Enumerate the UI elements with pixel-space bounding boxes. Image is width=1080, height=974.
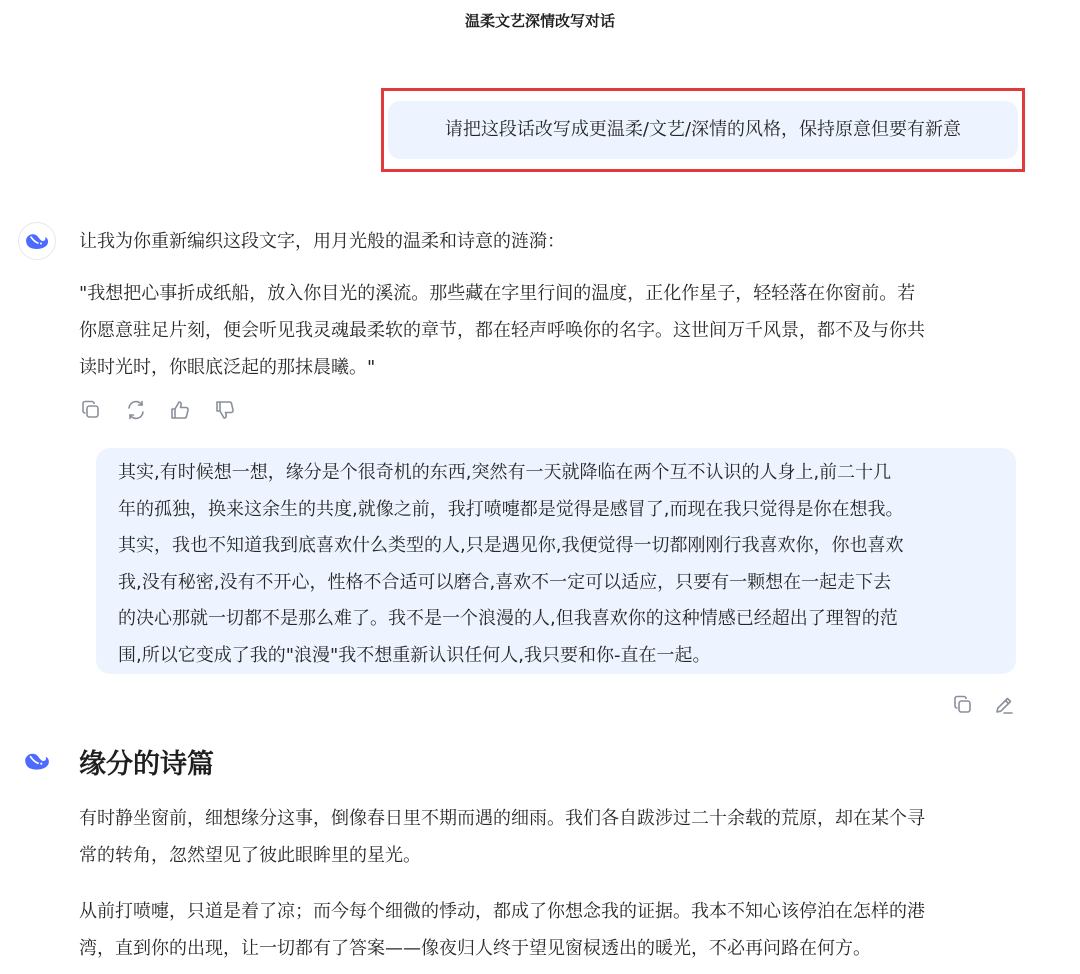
user-message-line: 我,没有秘密,没有不开心，性格不合适可以磨合,喜欢不一定可以适应，只要有一颗想在一起走下去: [118, 571, 892, 593]
paragraph-line: 常的转角，忽然望见了彼此眼眸里的星光。: [79, 845, 421, 866]
thumbs-up-icon[interactable]: [168, 398, 192, 422]
highlight-frame: [381, 88, 1025, 172]
user-prompt-text: 请把这段话改写成更温柔/文艺/深情的风格，保持原意但要有新意: [444, 119, 962, 140]
whale-logo-icon: [23, 750, 51, 772]
reply-paragraph: [79, 800, 925, 874]
user-message-line: 围,所以它变成了我的"浪漫"我不想重新认识任何人,我只要和你-直在一起。: [118, 644, 711, 666]
paragraph-line: 有时静坐窗前，细想缘分这事，倒像春日里不期而遇的细雨。我们各自跋涉过二十余载的荒原，却在某个寻: [79, 808, 925, 829]
user-message-line: 其实,有时候想一想，缘分是个很奇机的东西,突然有一天就降临在两个互不认识的人身上,前二十几: [118, 462, 892, 483]
paragraph-line: 湾，直到你的出现，让一切都有了答案——像夜归人终于望见窗棂透出的暖光，不必再问路在何方。: [79, 938, 871, 959]
assistant-avatar: [18, 222, 56, 260]
quote-line: 你愿意驻足片刻，便会听见我灵魂最柔软的章节，都在轻声呼唤你的名字。这世间万千风景，都不及与你共: [79, 320, 925, 341]
assistant-avatar: [18, 742, 56, 780]
user-message-line: 年的孤独，换来这余生的共度,就像之前，我打喷嚏都是觉得是感冒了,而现在我只觉得是你在想我。: [118, 498, 904, 520]
edit-icon[interactable]: [992, 693, 1016, 717]
page-title: 温柔文艺深情改写对话: [464, 12, 615, 30]
quote-line: "我想把心事折成纸船，放入你目光的溪流。那些藏在字里行间的温度，正化作星子，轻轻落在你窗前。若: [79, 283, 916, 304]
user-message-line: 其实，我也不知道我到底喜欢什么类型的人,只是遇见你,我便觉得一切都刚刚行我喜欢你，你也喜欢: [118, 535, 904, 556]
paragraph-line: 从前打喷嚏，只道是着了凉；而今每个细微的悸动，都成了你想念我的证据。我本不知心该停泊在怎样的港: [79, 901, 925, 922]
reply-paragraph: [79, 893, 925, 967]
refresh-icon[interactable]: [124, 398, 148, 422]
assistant-intro: 让我为你重新编织这段文字，用月光般的温柔和诗意的涟漪：: [79, 231, 565, 252]
copy-icon[interactable]: [79, 398, 103, 422]
copy-icon[interactable]: [951, 693, 975, 717]
user-message-line: 的决心那就一切都不是那么难了。我不是一个浪漫的人,但我喜欢你的这种情感已经超出了理智的范: [118, 608, 898, 629]
reply-heading: 缘分的诗篇: [79, 749, 214, 780]
assistant-quote: [79, 275, 925, 386]
quote-line: 读时光时，你眼底泛起的那抹晨曦。": [79, 357, 376, 378]
thumbs-down-icon[interactable]: [213, 398, 237, 422]
whale-logo-icon: [24, 231, 50, 251]
user-message-text: [118, 455, 1008, 674]
